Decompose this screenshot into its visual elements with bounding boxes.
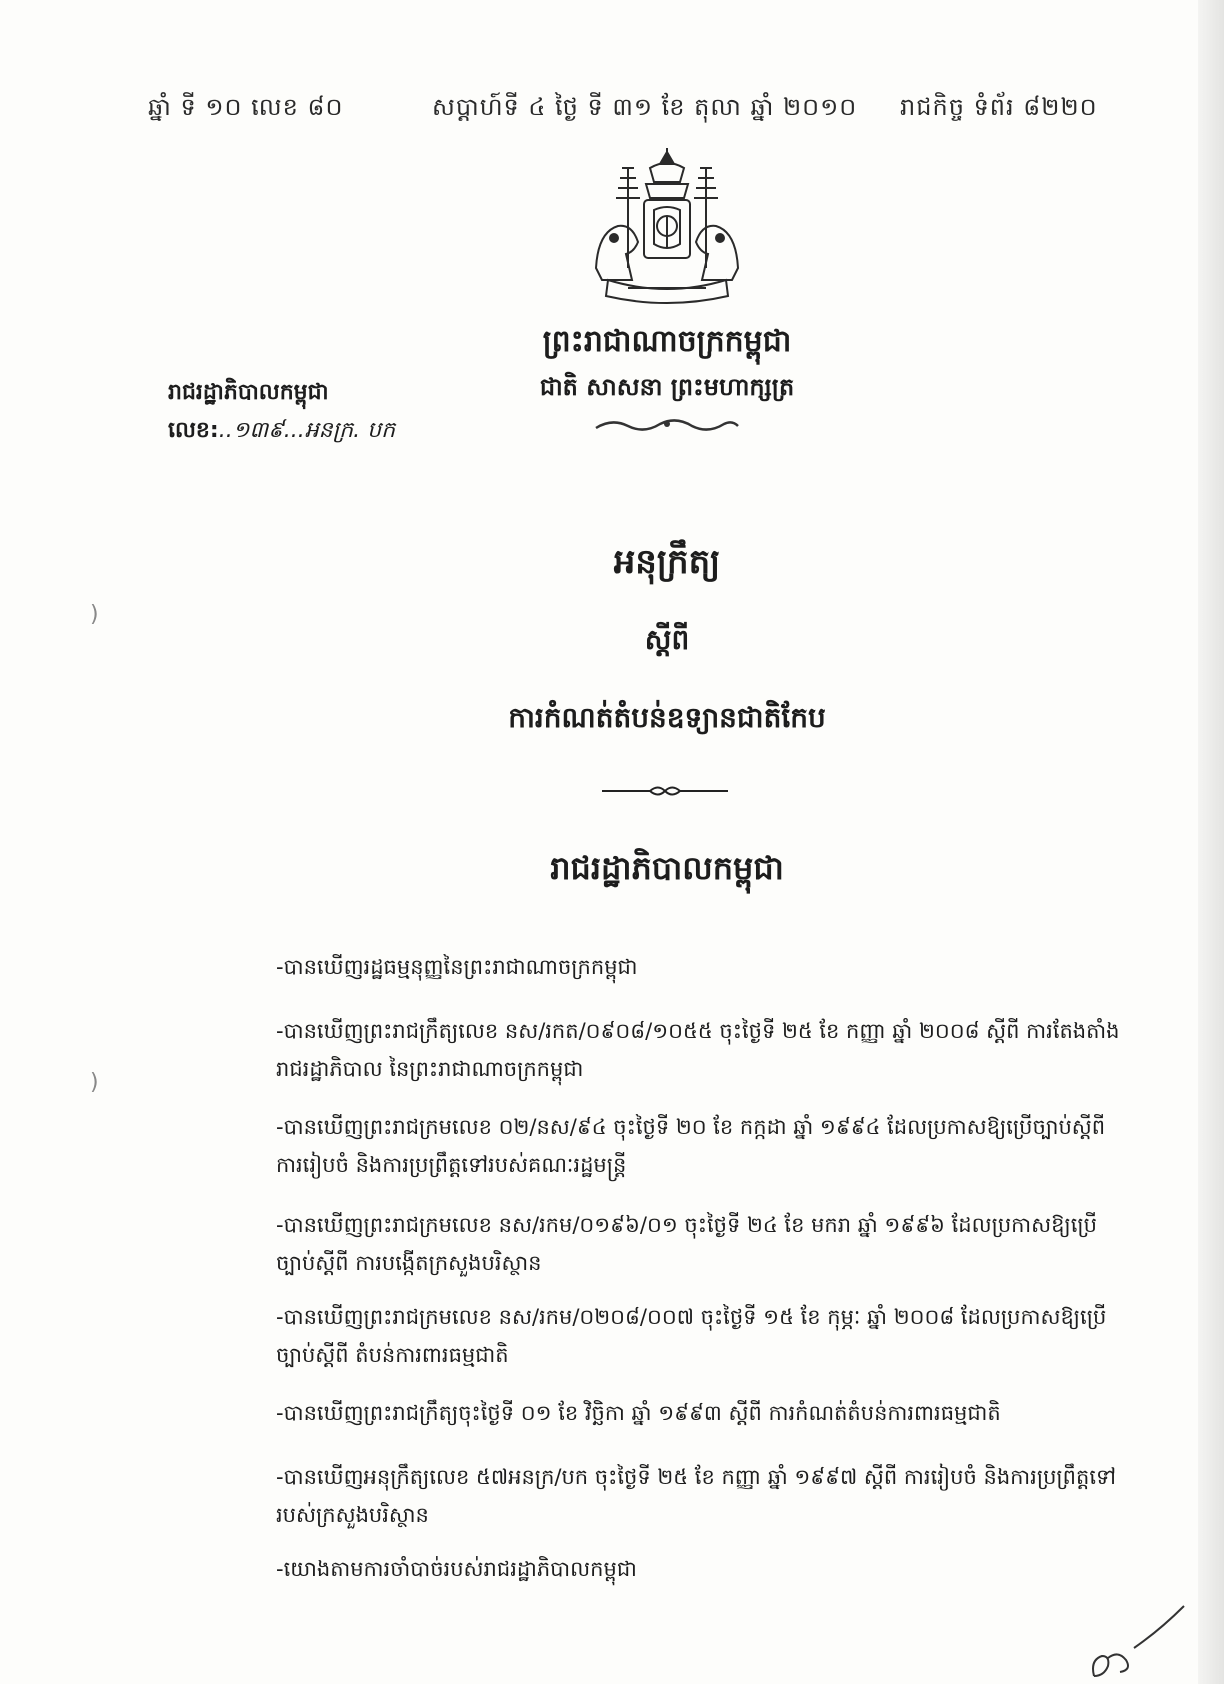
initial-signature-icon (1080, 1600, 1190, 1680)
document-subject: ការកំណត់តំបន់ឧទ្យានជាតិកែប (508, 701, 826, 734)
reference-number (168, 416, 395, 448)
preamble-item: -បានឃើញរដ្ឋធម្មនុញ្ញនៃព្រះរាជាណាចក្រកម្ពុជា (276, 955, 638, 979)
reference-label: លេខ: (168, 418, 219, 443)
margin-mark: ) (90, 602, 99, 627)
preamble-item: -បានឃើញព្រះរាជក្រមលេខ នស/រកម/០២០៨/០០៧ ចុះថ្ងៃទី ១៥ ខែ កុម្ភៈ ឆ្នាំ ២០០៨ ដែលប្រកាសឱ្យប្រើច្បាប់ស្តីពី តំបន់ការពារធម្មជាតិ (276, 1305, 1107, 1367)
preamble-item: -បានឃើញព្រះរាជក្រមលេខ នស/រកម/០១៩៦/០១ ចុះថ្ងៃទី ២៤ ខែ មករា ឆ្នាំ ១៩៩៦ ដែលប្រកាសឱ្យប្រើច្បាប់ស្តីពី ការបង្កើតក្រសួងបរិស្ថាន (276, 1213, 1097, 1275)
preamble-item: -បានឃើញព្រះរាជក្រឹត្យលេខ នស/រកត/០៩០៨/១០៥៥ ចុះថ្ងៃទី ២៥ ខែ កញ្ញា ឆ្នាំ ២០០៨ ស្តីពី ការតែងតាំងរាជរដ្ឋាភិបាល នៃព្រះរាជាណាចក្រកម្ពុជា (276, 1019, 1120, 1081)
gazette-issue: ឆ្នាំ ទី ១០ លេខ ៨០ (148, 93, 344, 121)
preamble-item: -បានឃើញព្រះរាជក្រឹត្យចុះថ្ងៃទី ០១ ខែ វិច្ឆិកា ឆ្នាំ ១៩៩៣ ស្តីពី ការកំណត់តំបន់ការពារធម្មជាតិ (276, 1401, 1001, 1425)
title-divider-ornament-icon (600, 784, 730, 798)
issuing-authority-heading: រាជរដ្ឋាភិបាលកម្ពុជា (550, 849, 784, 887)
document-type: អនុក្រឹត្យ (613, 542, 721, 582)
preamble-item: -យោងតាមការចាំបាច់របស់រាជរដ្ឋាភិបាលកម្ពុជា (276, 1557, 637, 1581)
reference-value: ..១៣៩...អនក្រ. បក (218, 418, 396, 443)
motto-ornament-icon (592, 414, 742, 436)
issuing-government: រាជរដ្ឋាភិបាលកម្ពុជា (168, 380, 329, 405)
document-about: ស្តីពី (644, 623, 690, 656)
national-motto: ជាតិ សាសនា ព្រះមហាក្សត្រ (539, 373, 795, 401)
preamble-item: -បានឃើញអនុក្រឹត្យលេខ ៥៧អនក្រ/បក ចុះថ្ងៃទី ២៥ ខែ កញ្ញា ឆ្នាំ ១៩៩៧ ស្តីពី ការរៀបចំ និងការប្រព្រឹត្តទៅរបស់ក្រសួងបរិស្ថាន (276, 1465, 1116, 1527)
page-edge-shadow (1198, 0, 1224, 1684)
preamble-item: -បានឃើញព្រះរាជក្រមលេខ ០២/នស/៩៤ ចុះថ្ងៃទី ២០ ខែ កក្កដា ឆ្នាំ ១៩៩៤ ដែលប្រកាសឱ្យប្រើច្បាប់ស្តីពី ការរៀបចំ និងការប្រព្រឹត្តទៅរបស់គណៈរដ្ឋមន្ត្រី (276, 1115, 1106, 1177)
gazette-page: រាជកិច្ច ទំព័រ ៨២២០ (900, 93, 1098, 121)
kingdom-name: ព្រះរាជាណាចក្រកម្ពុជា (542, 324, 792, 359)
margin-mark: ) (90, 1070, 99, 1095)
royal-coat-of-arms-icon (588, 148, 746, 310)
gazette-date: សប្តាហ៍ទី ៤ ថ្ងៃ ទី ៣១ ខែ តុលា ឆ្នាំ ២០១០ (432, 93, 858, 121)
